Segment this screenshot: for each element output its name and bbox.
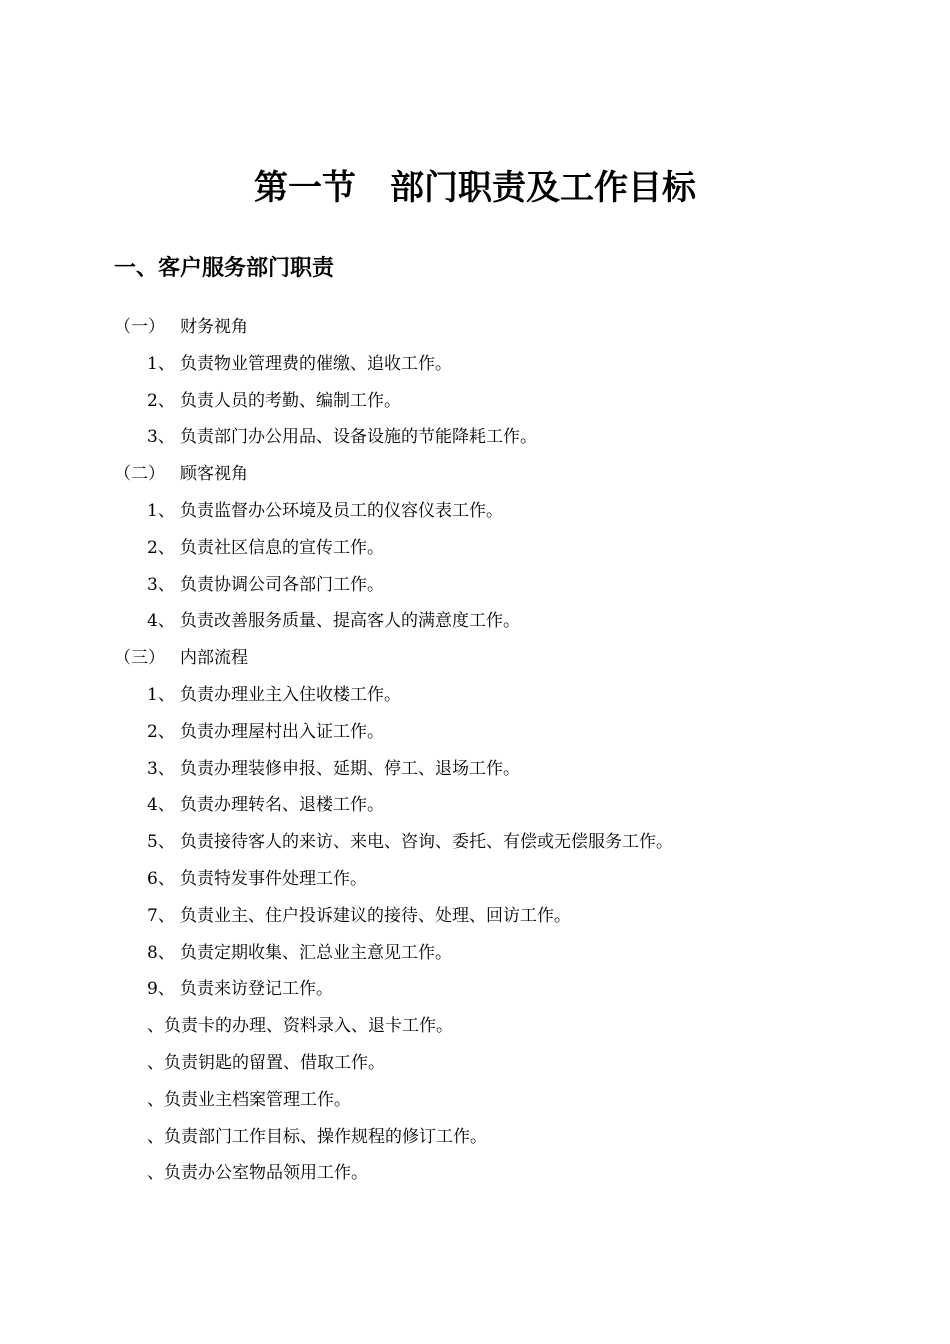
- item-number: 1、: [147, 684, 175, 705]
- list-item: [0, 714, 950, 751]
- item-text: 负责办理装修申报、延期、停工、退场工作。: [180, 758, 520, 779]
- duty-list: [0, 309, 950, 1192]
- item-text: 、负责业主档案管理工作。: [147, 1089, 351, 1110]
- list-item: [0, 603, 950, 640]
- list-item: [0, 1045, 950, 1082]
- subsection-heading: [0, 456, 950, 493]
- section-heading: 一、客户服务部门职责: [114, 256, 335, 281]
- list-item: [0, 1082, 950, 1119]
- list-item: [0, 861, 950, 898]
- item-text: 负责协调公司各部门工作。: [180, 574, 384, 595]
- item-text: 、负责卡的办理、资料录入、退卡工作。: [147, 1016, 453, 1037]
- item-number: 8、: [147, 942, 175, 963]
- subsection-title: 财务视角: [180, 317, 248, 337]
- item-number: 7、: [147, 905, 175, 926]
- item-number: 2、: [147, 537, 175, 558]
- item-text: 负责办理屋村出入证工作。: [180, 721, 384, 742]
- list-item: [0, 751, 950, 788]
- item-text: 负责物业管理费的催缴、追收工作。: [180, 353, 452, 374]
- item-number: 1、: [147, 500, 175, 521]
- item-text: 、负责部门工作目标、操作规程的修订工作。: [147, 1126, 487, 1147]
- item-text: 负责社区信息的宣传工作。: [180, 537, 384, 558]
- list-item: [0, 787, 950, 824]
- item-number: 1、: [147, 353, 175, 374]
- item-text: 负责接待客人的来访、来电、咨询、委托、有偿或无偿服务工作。: [180, 832, 673, 853]
- item-number: 4、: [147, 611, 175, 632]
- item-number: 3、: [147, 758, 175, 779]
- list-item: [0, 935, 950, 972]
- item-text: 负责改善服务质量、提高客人的满意度工作。: [180, 611, 520, 632]
- item-text: 、负责办公室物品领用工作。: [147, 1163, 368, 1184]
- list-item: [0, 898, 950, 935]
- item-number: 4、: [147, 795, 175, 816]
- subsection-number: （一）: [114, 317, 165, 337]
- item-number: 3、: [147, 574, 175, 595]
- item-text: 负责业主、住户投诉建议的接待、处理、回访工作。: [180, 905, 571, 926]
- subsection-title: 顾客视角: [180, 464, 248, 485]
- item-text: 负责办理业主入住收楼工作。: [180, 684, 401, 705]
- item-text: 负责办理转名、退楼工作。: [180, 795, 384, 816]
- subsection-title: 内部流程: [180, 648, 248, 669]
- list-item: [0, 677, 950, 714]
- item-text: 负责特发事件处理工作。: [180, 868, 367, 889]
- subsection-heading: [0, 309, 950, 346]
- subsection-number: （三）: [114, 648, 165, 669]
- list-item: [0, 971, 950, 1008]
- subsection-heading: [0, 640, 950, 677]
- item-number: 2、: [147, 390, 175, 411]
- list-item: [0, 493, 950, 530]
- list-item: [0, 383, 950, 420]
- item-text: 负责人员的考勤、编制工作。: [180, 390, 401, 411]
- subsection-number: （二）: [114, 464, 165, 485]
- list-item: [0, 1155, 950, 1192]
- item-number: 9、: [147, 979, 175, 1000]
- item-number: 3、: [147, 427, 175, 448]
- item-text: 负责定期收集、汇总业主意见工作。: [180, 942, 452, 963]
- item-number: 5、: [147, 832, 175, 853]
- list-item: [0, 1008, 950, 1045]
- list-item: [0, 530, 950, 567]
- list-item: [0, 1119, 950, 1156]
- list-item: [0, 346, 950, 383]
- item-text: 、负责钥匙的留置、借取工作。: [147, 1052, 385, 1073]
- item-text: 负责部门办公用品、设备设施的节能降耗工作。: [180, 427, 537, 448]
- list-item: [0, 567, 950, 604]
- list-item: [0, 419, 950, 456]
- list-item: [0, 824, 950, 861]
- page-title: 第一节 部门职责及工作目标: [254, 168, 696, 208]
- item-text: 负责来访登记工作。: [180, 979, 333, 1000]
- item-number: 2、: [147, 721, 175, 742]
- item-number: 6、: [147, 868, 175, 889]
- item-text: 负责监督办公环境及员工的仪容仪表工作。: [180, 500, 503, 521]
